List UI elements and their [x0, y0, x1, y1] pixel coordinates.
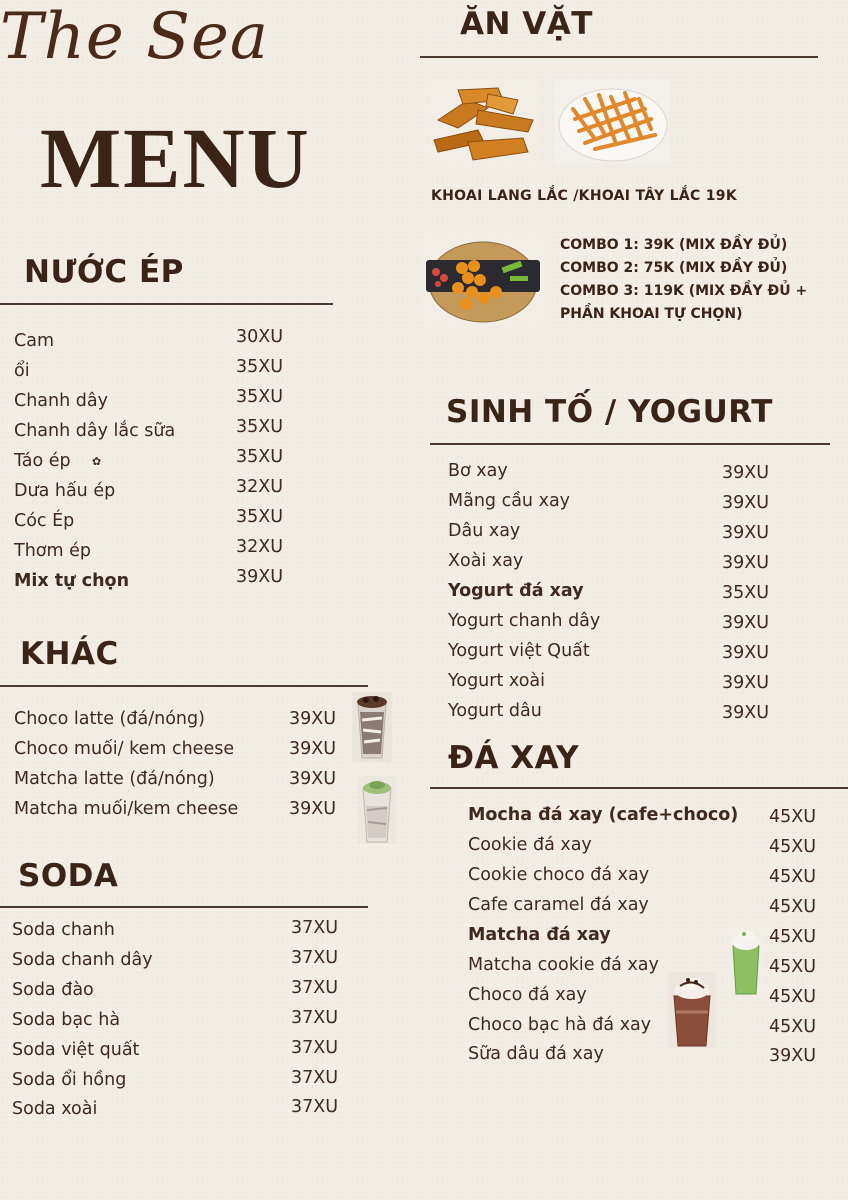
- menu-item-price: 35XU: [722, 583, 770, 603]
- menu-item-name: Choco đá xay: [468, 985, 587, 1005]
- menu-item-name: Chanh dây lắc sữa: [14, 421, 176, 441]
- fried-potato-image: [555, 79, 669, 163]
- choco-frappe-image: [668, 972, 716, 1048]
- menu-item-price: 37XU: [291, 1038, 339, 1058]
- menu-item-name: Matcha latte (đá/nóng): [14, 769, 215, 789]
- menu-item-price: 39XU: [236, 567, 284, 587]
- matcha-drink-image: [358, 776, 396, 844]
- combo-line: COMBO 2: 75K (MIX ĐẦY ĐỦ): [560, 260, 788, 276]
- menu-item-price: 39XU: [289, 769, 337, 789]
- section-heading-nuoc-ep: NƯỚC ÉP: [24, 254, 184, 290]
- section-divider: [0, 906, 368, 908]
- menu-item-price: 45XU: [769, 867, 817, 887]
- menu-item-price: 37XU: [291, 1008, 339, 1028]
- menu-item-price: 35XU: [236, 447, 284, 467]
- menu-item-price: 35XU: [236, 507, 284, 527]
- menu-item-price: 30XU: [236, 327, 284, 347]
- menu-item-price: 45XU: [769, 1017, 817, 1037]
- menu-item-name: Yogurt dâu: [448, 701, 542, 721]
- section-divider: [0, 685, 368, 687]
- menu-item-price: 45XU: [769, 987, 817, 1007]
- menu-item-name: Yogurt chanh dây: [448, 611, 601, 631]
- menu-item-price: 39XU: [289, 709, 337, 729]
- menu-item-name: Dâu xay: [448, 521, 521, 541]
- menu-item-name: Yogurt việt Quất: [448, 641, 590, 661]
- menu-item-price: 45XU: [769, 837, 817, 857]
- menu-item-name: ổi: [14, 361, 30, 381]
- menu-item-name: Táo ép: [14, 451, 71, 471]
- section-heading-da-xay: ĐÁ XAY: [448, 740, 580, 776]
- clover-icon: ✿: [92, 455, 102, 468]
- menu-item-price: 45XU: [769, 927, 817, 947]
- menu-item-price: 39XU: [722, 553, 770, 573]
- menu-item-name: Cam: [14, 331, 54, 351]
- menu-item-price: 39XU: [769, 1046, 817, 1066]
- khoai-lac-price-line: KHOAI LANG LẮC /KHOAI TÂY LẮC 19K: [431, 188, 737, 204]
- menu-item-name: Soda chanh dây: [12, 950, 153, 970]
- choco-drink-image: [352, 692, 392, 762]
- menu-item-price: 39XU: [722, 493, 770, 513]
- menu-item-price: 37XU: [291, 948, 339, 968]
- menu-item-price: 39XU: [722, 523, 770, 543]
- menu-item-name: Thơm ép: [14, 541, 91, 561]
- combo-line: PHẦN KHOAI TỰ CHỌN): [560, 306, 743, 322]
- menu-item-price: 45XU: [769, 957, 817, 977]
- menu-item-price: 39XU: [722, 643, 770, 663]
- section-divider: [430, 443, 830, 445]
- menu-item-name: Choco latte (đá/nóng): [14, 709, 205, 729]
- menu-item-price: 37XU: [291, 1097, 339, 1117]
- menu-item-price: 39XU: [722, 673, 770, 693]
- menu-item-name: Cookie choco đá xay: [468, 865, 650, 885]
- combo-platter-image: [422, 236, 544, 326]
- menu-item-price: 45XU: [769, 807, 817, 827]
- combo-line: COMBO 3: 119K (MIX ĐẦY ĐỦ +: [560, 283, 808, 299]
- brand-script-title: The Sea: [0, 0, 269, 74]
- menu-item-name: Soda bạc hà: [12, 1010, 121, 1030]
- menu-item-price: 39XU: [722, 613, 770, 633]
- section-heading-khac: KHÁC: [20, 636, 119, 672]
- menu-item-name: Matcha đá xay: [468, 925, 611, 945]
- menu-item-name: Sữa dâu đá xay: [468, 1044, 604, 1064]
- menu-item-name: Cafe caramel đá xay: [468, 895, 649, 915]
- matcha-frappe-image: [728, 926, 764, 996]
- menu-item-name: Yogurt đá xay: [448, 581, 584, 601]
- section-heading-soda: SODA: [18, 858, 119, 894]
- menu-item-price: 39XU: [722, 463, 770, 483]
- menu-item-price: 35XU: [236, 417, 284, 437]
- menu-item-name: Mocha đá xay (cafe+choco): [468, 805, 739, 825]
- section-divider: [420, 56, 818, 58]
- menu-item-price: 32XU: [236, 537, 284, 557]
- section-divider: [430, 787, 848, 789]
- menu-item-name: Matcha muối/kem cheese: [14, 799, 239, 819]
- menu-item-price: 37XU: [291, 978, 339, 998]
- menu-item-price: 45XU: [769, 897, 817, 917]
- menu-item-price: 39XU: [289, 799, 337, 819]
- menu-item-name: Dưa hấu ép: [14, 481, 116, 501]
- section-divider: [0, 303, 333, 305]
- menu-item-name: Bơ xay: [448, 461, 508, 481]
- menu-item-name: Chanh dây: [14, 391, 108, 411]
- menu-item-name: Choco bạc hà đá xay: [468, 1015, 652, 1035]
- menu-item-name: Soda ổi hồng: [12, 1070, 127, 1090]
- section-heading-sinh-to-yogurt: SINH TỐ / YOGURT: [446, 394, 773, 430]
- menu-item-price: 39XU: [289, 739, 337, 759]
- menu-item-name: Soda việt quất: [12, 1040, 140, 1060]
- menu-item-name: Soda đào: [12, 980, 94, 1000]
- combo-line: COMBO 1: 39K (MIX ĐẦY ĐỦ): [560, 237, 788, 253]
- menu-item-name: Mix tự chọn: [14, 571, 130, 591]
- menu-item-price: 32XU: [236, 477, 284, 497]
- menu-item-price: 37XU: [291, 1068, 339, 1088]
- menu-item-name: Mãng cầu xay: [448, 491, 571, 511]
- menu-item-name: Matcha cookie đá xay: [468, 955, 659, 975]
- menu-item-name: Xoài xay: [448, 551, 524, 571]
- menu-item-name: Soda xoài: [12, 1099, 98, 1119]
- menu-item-name: Cóc Ép: [14, 511, 75, 531]
- menu-item-name: Choco muối/ kem cheese: [14, 739, 235, 759]
- menu-item-price: 35XU: [236, 357, 284, 377]
- section-heading-an-vat: ĂN VẶT: [460, 6, 593, 42]
- menu-item-name: Soda chanh: [12, 920, 115, 940]
- fried-sweet-potato-image: [428, 80, 540, 166]
- menu-item-price: 35XU: [236, 387, 284, 407]
- menu-title: MENU: [40, 110, 311, 206]
- menu-item-price: 37XU: [291, 918, 339, 938]
- menu-item-name: Yogurt xoài: [448, 671, 546, 691]
- menu-item-price: 39XU: [722, 703, 770, 723]
- menu-item-name: Cookie đá xay: [468, 835, 592, 855]
